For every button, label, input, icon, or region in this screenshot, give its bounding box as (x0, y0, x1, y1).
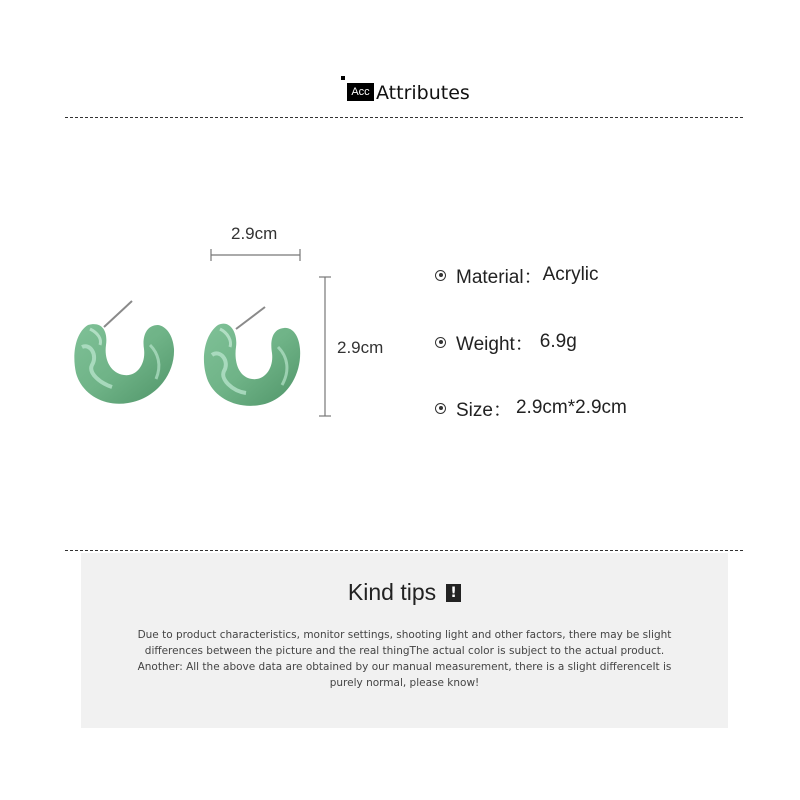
section-title: Attributes (376, 82, 470, 104)
tips-line: differences between the picture and the real thingThe actual color is subject to the actual product. (144, 645, 665, 657)
header-badge: Acc (347, 83, 374, 101)
width-label: 2.9cm (231, 224, 278, 243)
width-dimension-line (211, 249, 300, 261)
height-dimension-line (319, 277, 331, 416)
exclamation-icon: ! (446, 584, 461, 602)
spec-label: Weight： (456, 333, 534, 355)
radio-bullet-icon (435, 403, 446, 414)
spec-value: Acrylic (542, 264, 599, 285)
tips-title: Kind tips (347, 579, 437, 605)
tips-line: Another: All the above data are obtained by our manual measurement, there is a slight differenceIt is (137, 661, 672, 673)
kind-tips-panel (81, 553, 728, 728)
height-label: 2.9cm (337, 338, 384, 357)
earrings-illustration (60, 215, 410, 430)
header-mark (341, 76, 345, 80)
spec-row-material (435, 258, 599, 292)
radio-bullet-icon (435, 270, 446, 281)
tips-line: Due to product characteristics, monitor settings, shooting light and other factors, there may be slight (137, 629, 672, 641)
spec-value: 2.9cm*2.9cm (515, 397, 627, 418)
spec-row-size (435, 391, 627, 425)
tips-text (111, 627, 698, 691)
tips-heading (81, 579, 728, 606)
top-divider (65, 117, 743, 118)
spec-label: Material： (456, 266, 543, 288)
section-header (0, 76, 800, 110)
bottom-divider (65, 550, 743, 551)
spec-row-weight (435, 325, 577, 359)
tips-line: purely normal, please know! (329, 677, 480, 689)
left-earring (74, 301, 174, 404)
right-earring (204, 307, 300, 406)
spec-value: 6.9g (539, 331, 577, 352)
product-image (60, 215, 410, 430)
radio-bullet-icon (435, 337, 446, 348)
spec-label: Size： (456, 399, 512, 421)
